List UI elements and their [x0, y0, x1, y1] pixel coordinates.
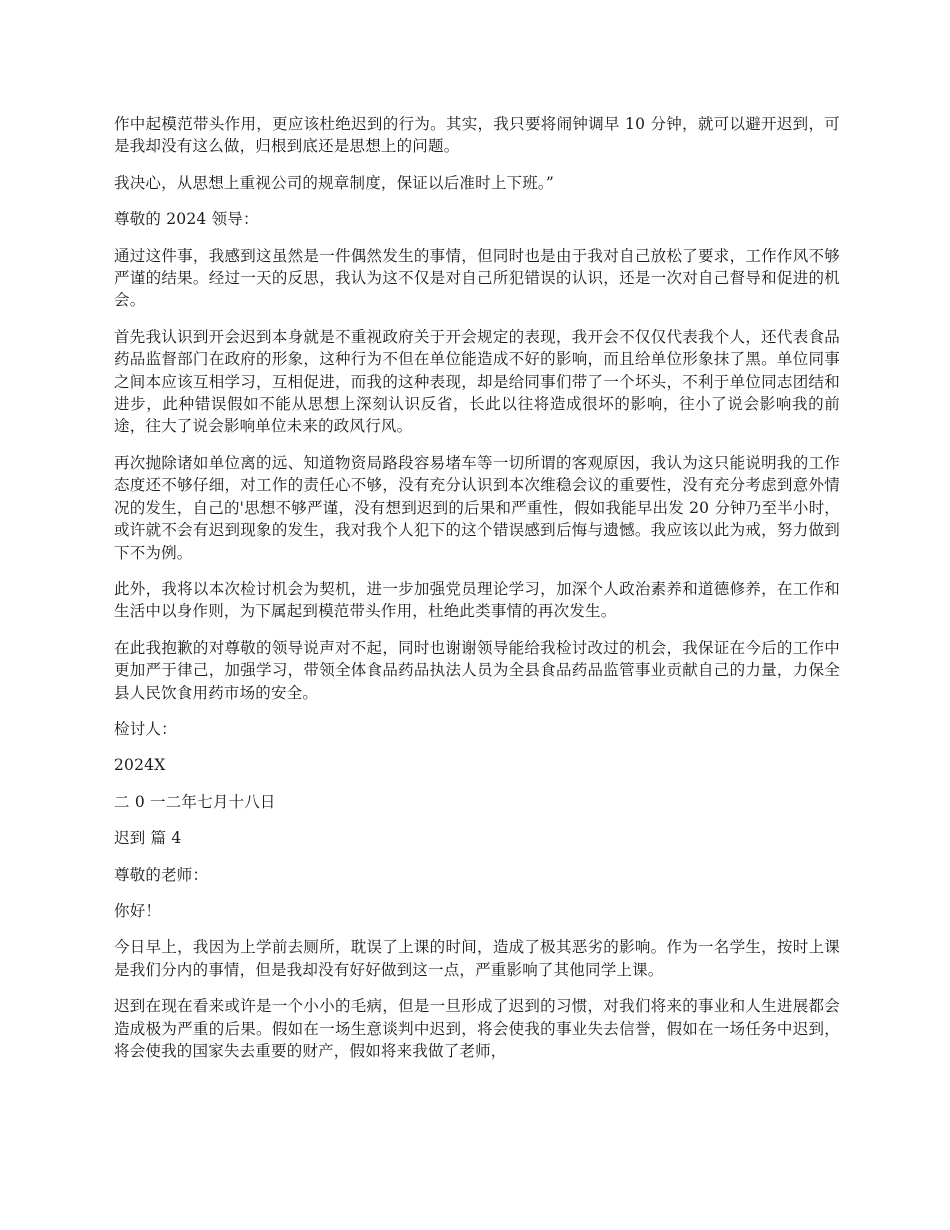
salutation-teacher: 尊敬的老师： — [114, 865, 209, 884]
paragraph-apology: 在此我抱歉的对尊敬的领导说声对不起，同时也谢谢领导能给我检讨改过的机会，我保证在今后的工作中更加严于律己，加强学习，带领全体食品药品执法人员为全县食品药品监管事业贡献自己的力量，力保全县人民饮食用药市场的安全。 — [114, 638, 840, 702]
paragraph-reflection: 通过这件事，我感到这虽然是一件偶然发生的事情，但同时也是由于我对自己放松了要求，工作作风不够严谨的结果。经过一天的反思，我认为这不仅是对自己所犯错误的认识，还是一次对自己督导和促进的机会。 — [114, 246, 840, 310]
signature-date: 二 0 一二年七月十八日 — [114, 792, 276, 811]
paragraph-consequences: 迟到在现在看来或许是一个小小的毛病，但是一旦形成了迟到的习惯，对我们将来的事业和人生进展都会造成极为严重的后果。假如在一场生意谈判中迟到，将会使我的事业失去信誉，假如在一场任务中迟到，将会使我的国家失去重要的财产，假如将来我做了老师， — [114, 997, 840, 1060]
signature-name: 2024X — [114, 756, 166, 775]
paragraph-resolution: 我决心，从思想上重视公司的规章制度，保证以后准时上下班。” — [114, 173, 554, 192]
paragraph-first-point: 首先我认识到开会迟到本身就是不重视政府关于开会规定的表现，我开会不仅仅代表我个人，还代表食品药品监督部门在政府的形象，这种行为不但在单位能造成不好的影响，而且给单位形象抹了黑。单位同事之间本应该互相学习，互相促进，而我的这种表现，却是给同事们带了一个坏头，不利于单位同志团结和进步，此种错误假如不能从思想上深刻认识反省，长此以往将造成很坏的影响，往小了说会影响我的前途，往大了说会影响单位未来的政风行风。 — [114, 327, 840, 436]
paragraph-moreover: 此外，我将以本次检讨机会为契机，进一步加强党员理论学习，加深个人政治素养和道德修养，在工作和生活中以身作则，为下属起到模范带头作用，杜绝此类事情的再次发生。 — [114, 579, 840, 621]
paragraph-continuation: 作中起模范带头作用，更应该杜绝迟到的行为。其实，我只要将闹钟调早 10 分钟，就可以避开迟到，可是我却没有这么做，归根到底还是思想上的问题。 — [114, 115, 840, 156]
salutation-leader: 尊敬的 2024 领导： — [114, 210, 259, 229]
section-heading: 迟到 篇 4 — [114, 829, 182, 848]
document-page — [114, 113, 840, 1076]
signature-label: 检讨人： — [114, 719, 177, 738]
paragraph-incident: 今日早上，我因为上学前去厕所，耽误了上课的时间，造成了极其恶劣的影响。作为一名学生，按时上课是我们分内的事情，但是我却没有好好做到这一点，严重影响了其他同学上课。 — [114, 938, 840, 979]
greeting: 你好！ — [114, 901, 162, 920]
paragraph-second-point: 再次抛除诸如单位离的远、知道物资局路段容易堵车等一切所谓的客观原因，我认为这只能说明我的工作态度还不够仔细，对工作的责任心不够，没有充分认识到本次维稳会议的重要性，没有充分考虑到意外情况的发生，自己的'思想不够严谨，没有想到迟到的后果和严重性，假如我能早出发 20 分钟乃至半小时，或许就不会有迟到现象的发生，我对我个人犯下的这个错误感到后悔与遗憾。我应该以此为戒，努力做到下不为例。 — [114, 453, 840, 562]
